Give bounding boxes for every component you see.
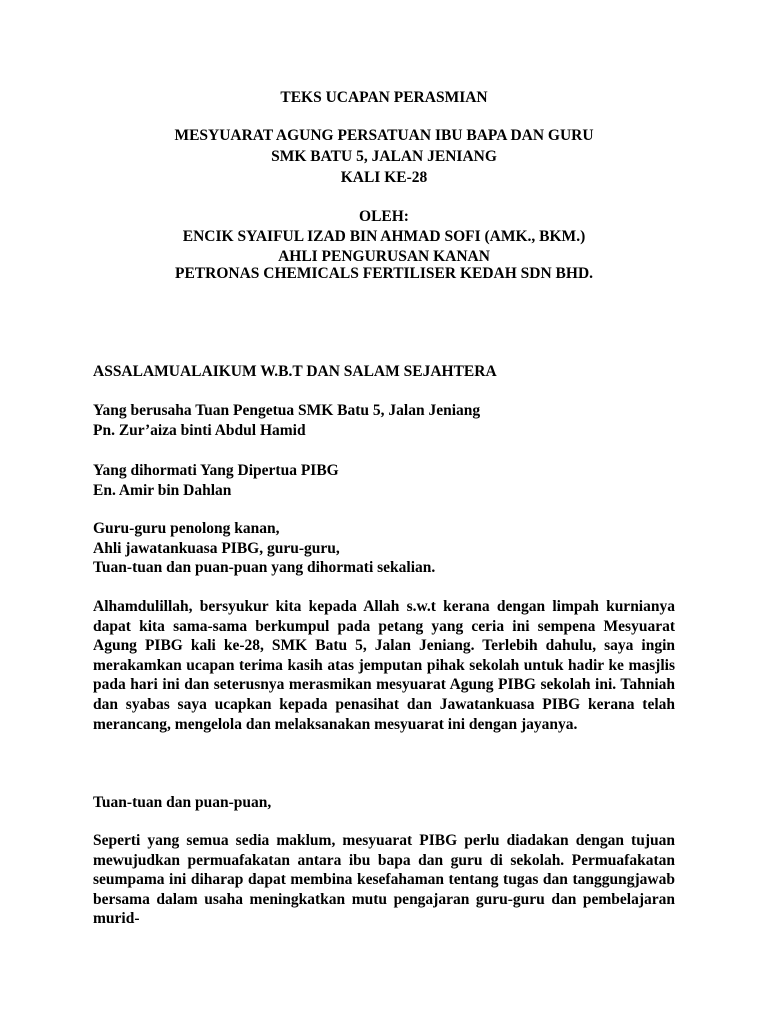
salutation: Tuan-tuan dan puan-puan, (93, 794, 272, 811)
speaker-name: ENCIK SYAIFUL IZAD BIN AHMAD SOFI (AMK., BKM.) (182, 228, 586, 245)
school-name: SMK BATU 5, JALAN JENIANG (271, 148, 497, 165)
address-principal: Yang berusaha Tuan Pengetua SMK Batu 5, Jalan Jeniang (93, 402, 481, 419)
paragraph-purpose: Seperti yang semua sedia maklum, mesyuarat PIBG perlu diadakan dengan tujuan mewujudkan permuafakatan antara ibu bapa dan guru di sekolah. Permuafakatan seumpama ini diharap dapat membina kesefahaman tentang tugas dan tanggungjawab bersama dalam usaha meningkatkan mutu pengajaran guru-guru dan pembelajaran murid- (93, 832, 675, 928)
speaker-company: PETRONAS CHEMICALS FERTILISER KEDAH SDN BHD. (174, 265, 594, 282)
speaker-position: AHLI PENGURUSAN KANAN (278, 248, 490, 265)
event-name: MESYUARAT AGUNG PERSATUAN IBU BAPA DAN GURU (174, 127, 594, 144)
address-committee: Ahli jawatankuasa PIBG, guru-guru, (93, 540, 340, 557)
address-pibg-president: Yang dihormati Yang Dipertua PIBG (93, 462, 339, 479)
document-title: TEKS UCAPAN PERASMIAN (280, 89, 488, 106)
greeting: ASSALAMUALAIKUM W.B.T DAN SALAM SEJAHTERA (93, 363, 497, 380)
address-pibg-president-name: En. Amir bin Dahlan (93, 482, 232, 499)
address-teachers: Guru-guru penolong kanan, (93, 520, 280, 537)
paragraph-opening: Alhamdulillah, bersyukur kita kepada Allah s.w.t kerana dengan limpah kurnianya dapat kita sama-sama berkumpul pada petang yang ceria ini sempena Mesyuarat Agung PIBG kali ke-28, SMK Batu 5, Jalan Jeniang. Terlebih dahulu, saya ingin merakamkan ucapan terima kasih atas jemputan pihak sekolah untuk hadir ke masjlis pada hari ini dan seterusnya merasmikan mesyuarat Agung PIBG sekolah ini. Tahniah dan syabas saya ucapkan kepada penasihat dan Jawatankuasa PIBG kerana telah merancang, mengelola dan melaksanakan mesyuarat ini dengan jayanya. (93, 598, 675, 733)
address-audience: Tuan-tuan dan puan-puan yang dihormati sekalian. (93, 559, 436, 576)
by-label: OLEH: (359, 208, 409, 225)
address-principal-name: Pn. Zur’aiza binti Abdul Hamid (93, 422, 306, 439)
meeting-number: KALI KE-28 (340, 169, 428, 186)
